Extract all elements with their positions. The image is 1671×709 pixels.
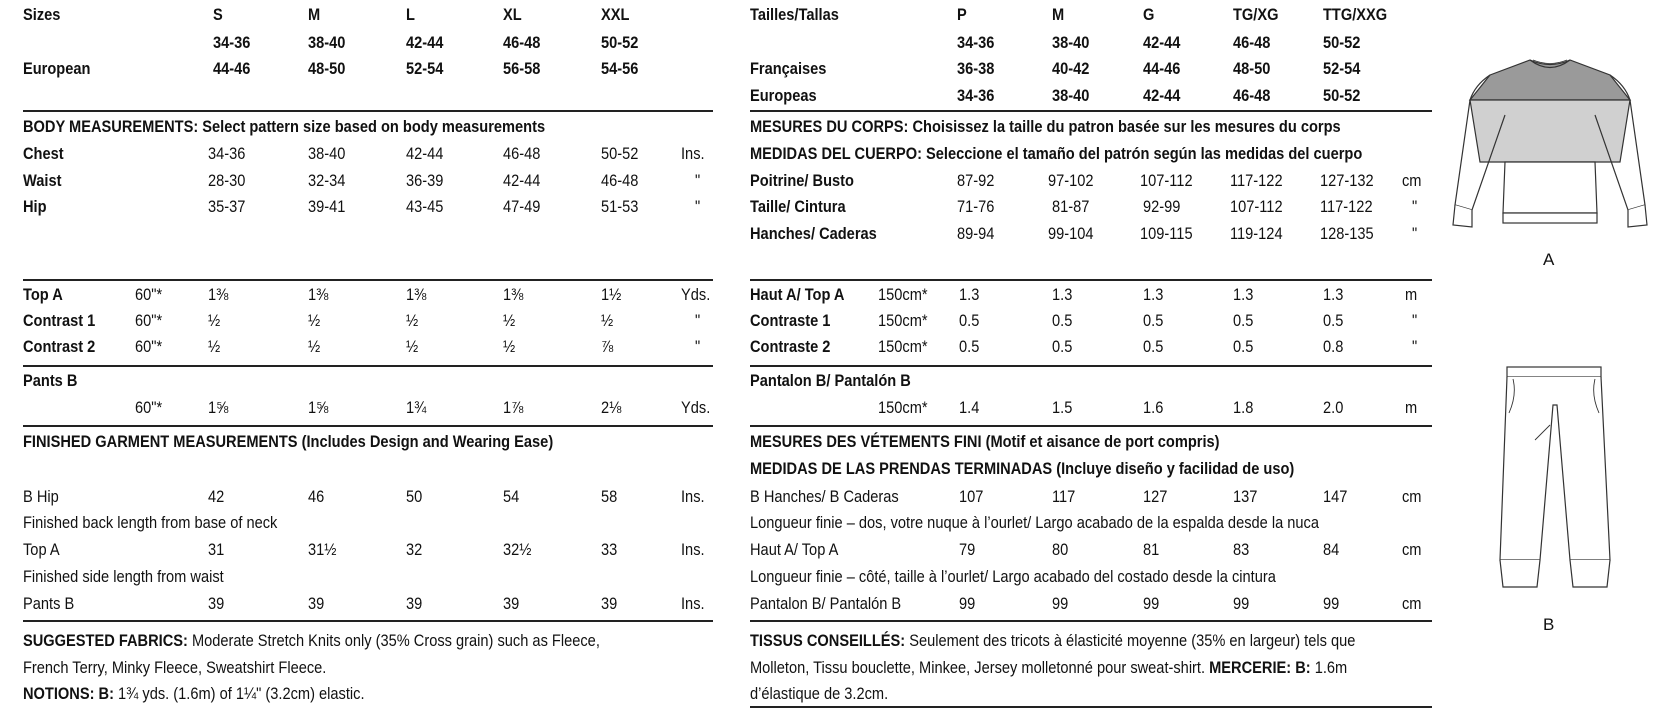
table-cell: 0.5 <box>959 337 980 356</box>
rule <box>750 110 1432 112</box>
table-cell: 99 <box>1143 594 1160 613</box>
rule <box>23 110 713 112</box>
table-cell: 97-102 <box>1048 171 1094 190</box>
notions-label: NOTIONS: B: <box>23 684 114 703</box>
rule <box>23 425 713 427</box>
table-cell: Ins. <box>681 540 705 559</box>
table-cell: 1.4 <box>959 398 980 417</box>
table-cell: Contrast 2 <box>23 337 96 356</box>
pants-illustration <box>1495 365 1615 595</box>
table-cell: 39 <box>601 594 618 613</box>
table-cell: 34-36 <box>957 33 995 52</box>
table-cell: Europeas <box>750 86 817 105</box>
table-cell: ½ <box>503 311 516 330</box>
mercerie-line2: d’élastique de 3.2cm. <box>750 684 889 703</box>
table-cell: Ins. <box>681 144 705 163</box>
table-cell: 150cm* <box>878 337 928 356</box>
table-cell: 48-50 <box>308 59 346 78</box>
table-cell: L <box>406 5 415 24</box>
table-cell: 38-40 <box>1052 33 1090 52</box>
table-cell: 117-122 <box>1230 171 1283 190</box>
table-cell: MEDIDAS DEL CUERPO: Seleccione el tamaño del patrón según las medidas del cuerpo <box>750 144 1363 163</box>
table-cell: Waist <box>23 171 62 190</box>
table-cell: 32½ <box>503 540 532 559</box>
table-cell: Chest <box>23 144 64 163</box>
table-cell: 52-54 <box>406 59 444 78</box>
notions-text: 1¾ yds. (1.6m) of 1¼" (3.2cm) elastic. <box>113 684 365 703</box>
table-cell: 80 <box>1052 540 1069 559</box>
table-cell: ½ <box>406 337 419 356</box>
table-cell: 42-44 <box>503 171 541 190</box>
table-cell: 50-52 <box>1323 86 1361 105</box>
rule <box>23 365 713 367</box>
table-cell: 46-48 <box>1233 33 1271 52</box>
table-cell: 35-37 <box>208 197 246 216</box>
table-cell: " <box>695 311 701 330</box>
table-cell: Longueur finie – côté, taille à l’ourlet/ Largo acabado del costado desde la cintura <box>750 567 1276 586</box>
table-cell: 42-44 <box>1143 86 1181 105</box>
table-cell: Pantalon B/ Pantalón B <box>750 371 911 390</box>
table-cell: 2⅛ <box>601 398 622 417</box>
table-cell: 33 <box>601 540 618 559</box>
rule <box>750 620 1432 622</box>
table-cell: 0.5 <box>959 311 980 330</box>
rule <box>23 620 713 622</box>
table-cell: 28-30 <box>208 171 246 190</box>
table-cell: 150cm* <box>878 311 928 330</box>
rule <box>23 279 713 281</box>
table-cell: Finished back length from base of neck <box>23 513 278 532</box>
table-cell: 1⅝ <box>308 398 329 417</box>
table-cell: 38-40 <box>308 33 346 52</box>
table-cell: MESURES DES VÉTEMENTS FINI (Motif et aisance de port compris) <box>750 432 1220 451</box>
table-cell: 56-58 <box>503 59 541 78</box>
table-cell: ½ <box>503 337 516 356</box>
table-cell: 54 <box>503 487 520 506</box>
table-cell: MEDIDAS DE LAS PRENDAS TERMINADAS (Incluye diseño y facilidad de uso) <box>750 459 1295 478</box>
table-cell: 32-34 <box>308 171 346 190</box>
table-cell: 1.8 <box>1233 398 1254 417</box>
tissus-text-2: Molleton, Tissu bouclette, Minkee, Jersey molletonné pour sweat-shirt. <box>750 658 1210 677</box>
table-cell: Hip <box>23 197 47 216</box>
table-cell: Yds. <box>681 398 711 417</box>
table-cell: 39 <box>208 594 225 613</box>
table-cell: 1.3 <box>1052 285 1073 304</box>
table-cell: m <box>1405 285 1418 304</box>
table-cell: 40-42 <box>1052 59 1090 78</box>
table-cell: 38-40 <box>308 144 346 163</box>
table-cell: Longueur finie – dos, votre nuque à l’ourlet/ Largo acabado de la espalda desde la nuca <box>750 513 1319 532</box>
table-cell: MESURES DU CORPS: Choisissez la taille du patron basée sur les mesures du corps <box>750 117 1341 136</box>
table-cell: Ins. <box>681 487 705 506</box>
mercerie-text: 1.6m <box>1310 658 1348 677</box>
table-cell: Françaises <box>750 59 827 78</box>
table-cell: 0.5 <box>1233 337 1254 356</box>
table-cell: Top A <box>23 540 60 559</box>
table-cell: 46-48 <box>1233 86 1271 105</box>
table-cell: 44-46 <box>213 59 251 78</box>
figure-a-label: A <box>1543 250 1555 269</box>
tissus-text: Seulement des tricots à élasticité moyenne (35% en largeur) tels que <box>905 631 1356 650</box>
suggested-fabrics-text: Moderate Stretch Knits only (35% Cross grain) such as Fleece, <box>187 631 600 650</box>
table-cell: B Hanches/ B Caderas <box>750 487 899 506</box>
table-cell: Haut A/ Top A <box>750 540 839 559</box>
table-cell: M <box>308 5 321 24</box>
table-cell: 2.0 <box>1323 398 1344 417</box>
table-cell: Poitrine/ Busto <box>750 171 854 190</box>
table-cell: 42-44 <box>406 144 444 163</box>
table-cell: 39-41 <box>308 197 346 216</box>
table-cell: 147 <box>1323 487 1348 506</box>
table-cell: 31 <box>208 540 225 559</box>
table-cell: 48-50 <box>1233 59 1271 78</box>
table-cell: Sizes <box>23 5 61 24</box>
table-cell: " <box>1412 197 1418 216</box>
table-cell: 58 <box>601 487 618 506</box>
table-cell: " <box>695 337 701 356</box>
table-cell: 50-52 <box>601 33 639 52</box>
table-cell: TTG/XXG <box>1323 5 1388 24</box>
suggested-fabrics-line2: French Terry, Minky Fleece, Sweatshirt Fleece. <box>23 658 327 677</box>
table-cell: 39 <box>406 594 423 613</box>
rule <box>750 365 1432 367</box>
sweatshirt-illustration <box>1450 55 1650 240</box>
table-cell: European <box>23 59 91 78</box>
table-cell: " <box>695 197 701 216</box>
table-cell: Yds. <box>681 285 711 304</box>
table-cell: 99 <box>1052 594 1069 613</box>
table-cell: 1⅜ <box>208 285 229 304</box>
table-cell: 71-76 <box>957 197 995 216</box>
table-cell: 99 <box>1323 594 1340 613</box>
table-cell: 107-112 <box>1230 197 1283 216</box>
table-cell: 60"* <box>135 285 163 304</box>
table-cell: 1.3 <box>1143 285 1164 304</box>
table-cell: 84 <box>1323 540 1340 559</box>
table-cell: 1.3 <box>1233 285 1254 304</box>
table-cell: 79 <box>959 540 976 559</box>
table-cell: " <box>1412 224 1418 243</box>
table-cell: 0.5 <box>1323 311 1344 330</box>
table-cell: ½ <box>406 311 419 330</box>
table-cell: 99 <box>1233 594 1250 613</box>
table-cell: B Hip <box>23 487 59 506</box>
table-cell: 0.8 <box>1323 337 1344 356</box>
table-cell: 1¾ <box>406 398 427 417</box>
tissus-conseilles <box>750 632 1355 649</box>
table-cell: 119-124 <box>1230 224 1283 243</box>
table-cell: Pants B <box>23 594 75 613</box>
table-cell: 1⅞ <box>503 398 524 417</box>
table-cell: 81-87 <box>1052 197 1090 216</box>
table-cell: 137 <box>1233 487 1258 506</box>
table-cell: 46-48 <box>601 171 639 190</box>
table-cell: Finished side length from waist <box>23 567 224 586</box>
table-cell: " <box>1412 337 1418 356</box>
table-cell: ½ <box>208 311 221 330</box>
table-cell: 81 <box>1143 540 1160 559</box>
table-cell: 83 <box>1233 540 1250 559</box>
table-cell: 46-48 <box>503 33 541 52</box>
tissus-label: TISSUS CONSEILLÉS: <box>750 631 906 650</box>
table-cell: cm <box>1402 487 1422 506</box>
mercerie-label: MERCERIE: B: <box>1209 658 1311 677</box>
table-cell: 150cm* <box>878 285 928 304</box>
table-cell: BODY MEASUREMENTS: Select pattern size based on body measurements <box>23 117 546 136</box>
table-cell: 31½ <box>308 540 337 559</box>
table-cell: 0.5 <box>1143 337 1164 356</box>
table-cell: 39 <box>503 594 520 613</box>
table-cell: 60"* <box>135 398 163 417</box>
table-cell: 42-44 <box>1143 33 1181 52</box>
rule <box>750 706 1432 708</box>
table-cell: 46 <box>308 487 325 506</box>
table-cell: 89-94 <box>957 224 995 243</box>
table-cell: 92-99 <box>1143 197 1181 216</box>
table-cell: Top A <box>23 285 63 304</box>
table-cell: 109-115 <box>1140 224 1193 243</box>
table-cell: 42 <box>208 487 225 506</box>
table-cell: 1.3 <box>1323 285 1344 304</box>
table-cell: 0.5 <box>1143 311 1164 330</box>
table-cell: 50 <box>406 487 423 506</box>
table-cell: 42-44 <box>406 33 444 52</box>
table-cell: 0.5 <box>1052 311 1073 330</box>
table-cell: cm <box>1402 171 1422 190</box>
table-cell: 128-135 <box>1320 224 1374 243</box>
table-cell: TG/XG <box>1233 5 1279 24</box>
table-cell: 34-36 <box>957 86 995 105</box>
table-cell: 99 <box>959 594 976 613</box>
table-cell: 36-38 <box>957 59 995 78</box>
table-cell: ½ <box>308 311 321 330</box>
table-cell: 43-45 <box>406 197 444 216</box>
table-cell: ½ <box>308 337 321 356</box>
table-cell: 1.6 <box>1143 398 1164 417</box>
rule <box>750 425 1432 427</box>
table-cell: ⅞ <box>601 337 614 356</box>
table-cell: 1⅜ <box>503 285 524 304</box>
table-cell: 50-52 <box>1323 33 1361 52</box>
table-cell: 0.5 <box>1052 337 1073 356</box>
figure-b-label: B <box>1543 615 1555 634</box>
table-cell: 1.3 <box>959 285 980 304</box>
table-cell: cm <box>1402 594 1422 613</box>
table-cell: cm <box>1402 540 1422 559</box>
table-cell: 87-92 <box>957 171 995 190</box>
table-cell: XL <box>503 5 522 24</box>
table-cell: Contraste 2 <box>750 337 831 356</box>
table-cell: 1⅜ <box>308 285 329 304</box>
table-cell: 107 <box>959 487 984 506</box>
table-cell: 51-53 <box>601 197 639 216</box>
table-cell: 60"* <box>135 311 163 330</box>
table-cell: ½ <box>208 337 221 356</box>
notions <box>23 685 365 702</box>
table-cell: 50-52 <box>601 144 639 163</box>
table-cell: XXL <box>601 5 630 24</box>
table-cell: G <box>1143 5 1155 24</box>
suggested-fabrics-label: SUGGESTED FABRICS: <box>23 631 188 650</box>
table-cell: FINISHED GARMENT MEASUREMENTS (Includes Design and Wearing Ease) <box>23 432 554 451</box>
table-cell: 150cm* <box>878 398 928 417</box>
table-cell: 0.5 <box>1233 311 1254 330</box>
table-cell: 1½ <box>601 285 622 304</box>
table-cell: Contrast 1 <box>23 311 96 330</box>
tissus-line2 <box>750 659 1347 676</box>
table-cell: 60"* <box>135 337 163 356</box>
table-cell: Hanches/ Caderas <box>750 224 877 243</box>
table-cell: S <box>213 5 223 24</box>
table-cell: 1⅜ <box>406 285 427 304</box>
table-cell: " <box>1412 311 1418 330</box>
table-cell: 44-46 <box>1143 59 1181 78</box>
table-cell: ½ <box>601 311 614 330</box>
table-cell: Pantalon B/ Pantalón B <box>750 594 902 613</box>
table-cell: P <box>957 5 967 24</box>
rule <box>750 279 1432 281</box>
table-cell: 32 <box>406 540 423 559</box>
table-cell: 36-39 <box>406 171 444 190</box>
table-cell: 46-48 <box>503 144 541 163</box>
table-cell: Taille/ Cintura <box>750 197 846 216</box>
table-cell: 127-132 <box>1320 171 1374 190</box>
table-cell: 54-56 <box>601 59 639 78</box>
table-cell: m <box>1405 398 1418 417</box>
table-cell: 107-112 <box>1140 171 1193 190</box>
table-cell: Ins. <box>681 594 705 613</box>
table-cell: " <box>695 171 701 190</box>
table-cell: 34-36 <box>208 144 246 163</box>
table-cell: M <box>1052 5 1065 24</box>
suggested-fabrics <box>23 632 600 649</box>
table-cell: 117-122 <box>1320 197 1373 216</box>
table-cell: 52-54 <box>1323 59 1361 78</box>
table-cell: 1⅝ <box>208 398 229 417</box>
table-cell: 39 <box>308 594 325 613</box>
table-cell: 1.5 <box>1052 398 1073 417</box>
table-cell: 47-49 <box>503 197 541 216</box>
table-cell: Tailles/Tallas <box>750 5 839 24</box>
table-cell: 38-40 <box>1052 86 1090 105</box>
table-cell: Haut A/ Top A <box>750 285 845 304</box>
table-cell: 117 <box>1052 487 1076 506</box>
table-cell: Pants B <box>23 371 78 390</box>
table-cell: Contraste 1 <box>750 311 831 330</box>
table-cell: 34-36 <box>213 33 251 52</box>
table-cell: 99-104 <box>1048 224 1094 243</box>
table-cell: 127 <box>1143 487 1168 506</box>
